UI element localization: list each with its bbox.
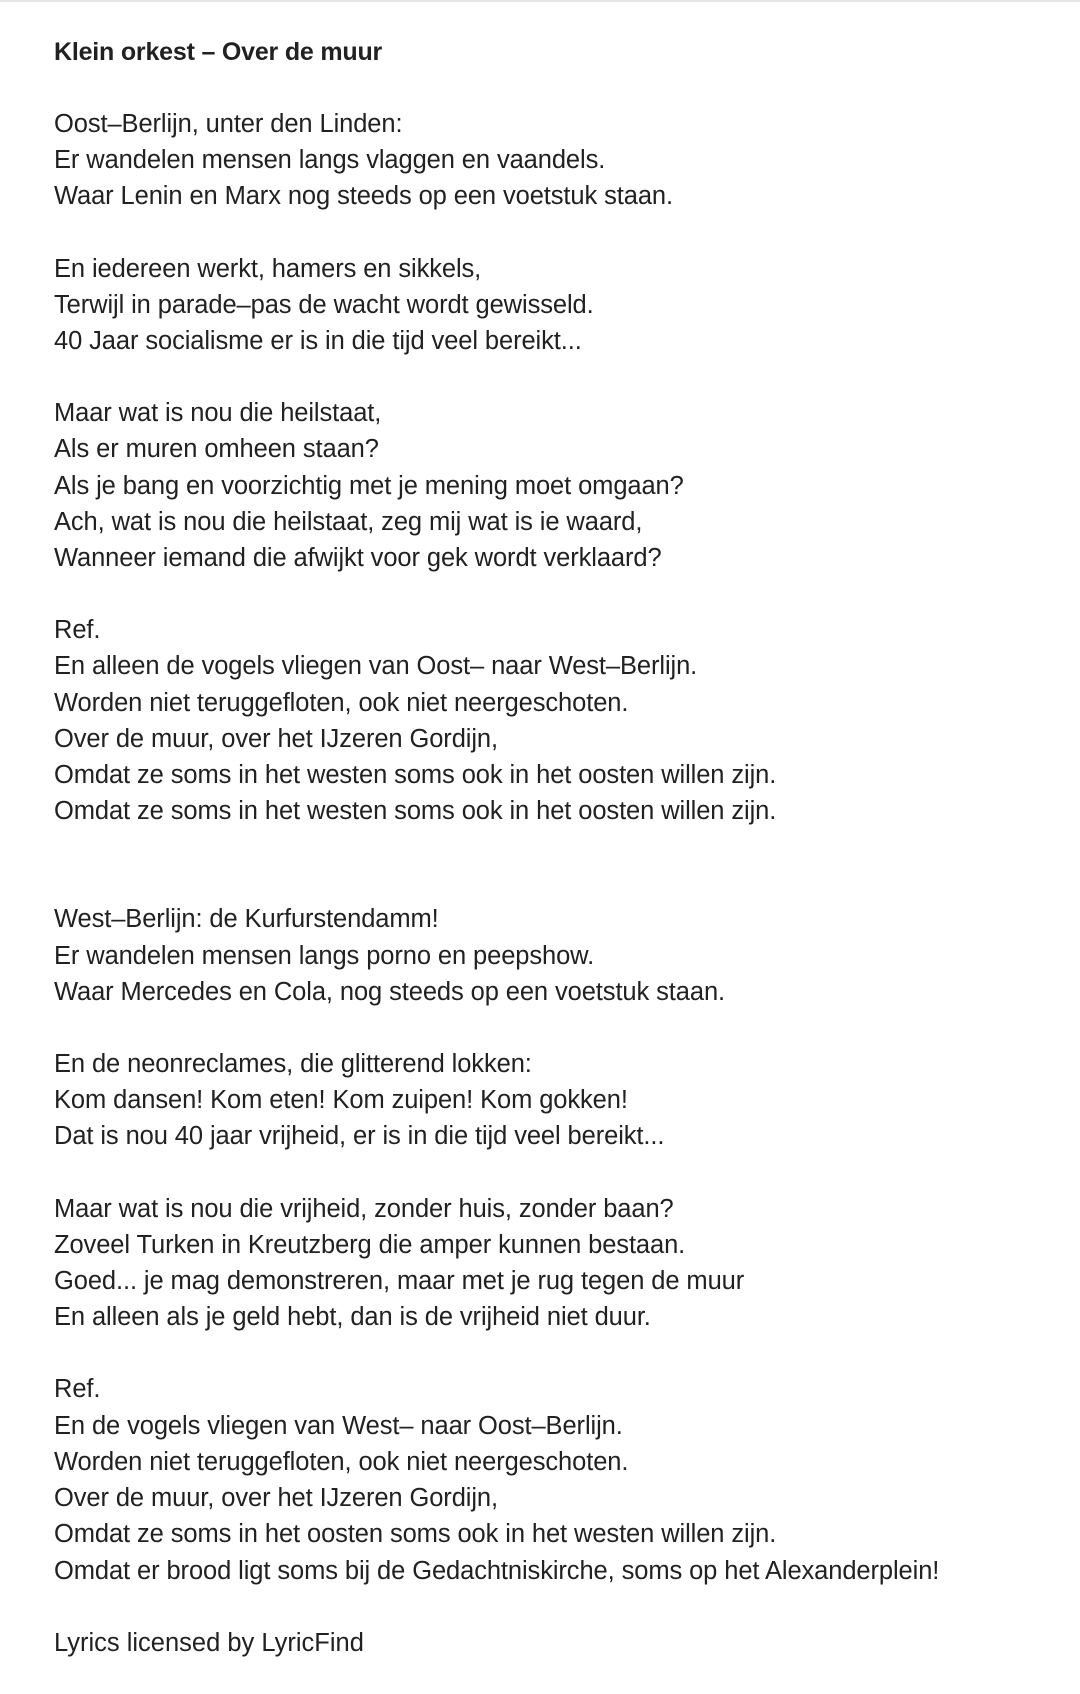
lyric-line: Worden niet teruggefloten, ook niet neergeschoten.: [54, 688, 629, 717]
lyric-line: Er wandelen mensen langs porno en peepshow.: [54, 941, 595, 970]
stanza-5: [54, 901, 1054, 1010]
lyric-line: En alleen de vogels vliegen van Oost– naar West–Berlijn.: [54, 652, 698, 681]
lyric-line: Ach, wat is nou die heilstaat, zeg mij wat is ie waard,: [54, 507, 643, 536]
stanza-1: [54, 106, 1054, 215]
lyric-line: Worden niet teruggefloten, ook niet neergeschoten.: [54, 1447, 629, 1476]
lyric-line: Goed... je mag demonstreren, maar met je rug tegen de muur: [54, 1267, 745, 1296]
lyric-line: Omdat ze soms in het westen soms ook in het oosten willen zijn.: [54, 761, 777, 790]
lyric-line: Oost–Berlijn, unter den Linden:: [54, 110, 403, 138]
lyric-line: Waar Lenin en Marx nog steeds op een voetstuk staan.: [54, 182, 673, 211]
lyric-line: Maar wat is nou die heilstaat,: [54, 399, 382, 428]
stanza-7: [54, 1191, 1054, 1336]
stanza-refrain-1: [54, 612, 1054, 829]
refrain-label: Ref.: [54, 1375, 101, 1404]
lyric-line: En de vogels vliegen van West– naar Oost–Berlijn.: [54, 1411, 623, 1440]
refrain-label: Ref.: [54, 616, 101, 645]
stanza-6: [54, 1046, 1054, 1155]
lyric-line: En de neonreclames, die glitterend lokken:: [54, 1050, 532, 1079]
lyric-line: West–Berlijn: de Kurfurstendamm!: [54, 905, 439, 934]
lyric-line: Waar Mercedes en Cola, nog steeds op een voetstuk staan.: [54, 977, 726, 1006]
lyric-line: Omdat ze soms in het oosten soms ook in het westen willen zijn.: [54, 1520, 777, 1549]
lyric-line: Kom dansen! Kom eten! Kom zuipen! Kom gokken!: [54, 1086, 628, 1115]
lyric-line: Dat is nou 40 jaar vrijheid, er is in die tijd veel bereikt...: [54, 1122, 665, 1151]
lyric-line: 40 Jaar socialisme er is in die tijd veel bereikt...: [54, 327, 582, 356]
license-notice: Lyrics licensed by LyricFind: [54, 1628, 364, 1657]
lyric-line: Terwijl in parade–pas de wacht wordt gewisseld.: [54, 290, 594, 319]
stanza-2: [54, 251, 1054, 360]
lyric-line: Als er muren omheen staan?: [54, 435, 379, 464]
lyric-line: Over de muur, over het IJzeren Gordijn,: [54, 1484, 498, 1513]
lyric-line: Als je bang en voorzichtig met je mening moet omgaan?: [54, 471, 684, 500]
lyric-line: Maar wat is nou die vrijheid, zonder huis, zonder baan?: [54, 1194, 674, 1223]
stanza-refrain-2: [54, 1371, 1054, 1588]
lyric-line: Omdat ze soms in het westen soms ook in het oosten willen zijn.: [54, 797, 777, 826]
top-divider: [0, 0, 1080, 2]
lyric-line: Over de muur, over het IJzeren Gordijn,: [54, 724, 498, 753]
lyrics-card: [54, 34, 1054, 1661]
stanza-3: [54, 395, 1054, 576]
lyric-line: Zoveel Turken in Kreutzberg die amper kunnen bestaan.: [54, 1230, 686, 1259]
lyric-line: Wanneer iemand die afwijkt voor gek wordt verklaard?: [54, 544, 662, 573]
lyric-line: Er wandelen mensen langs vlaggen en vaandels.: [54, 146, 606, 175]
lyric-line: Omdat er brood ligt soms bij de Gedachtniskirche, soms op het Alexanderplein!: [54, 1556, 940, 1585]
lyric-line: En alleen als je geld hebt, dan is de vrijheid niet duur.: [54, 1303, 651, 1332]
lyric-line: En iedereen werkt, hamers en sikkels,: [54, 254, 482, 283]
song-title: Klein orkest – Over de muur: [54, 38, 383, 66]
